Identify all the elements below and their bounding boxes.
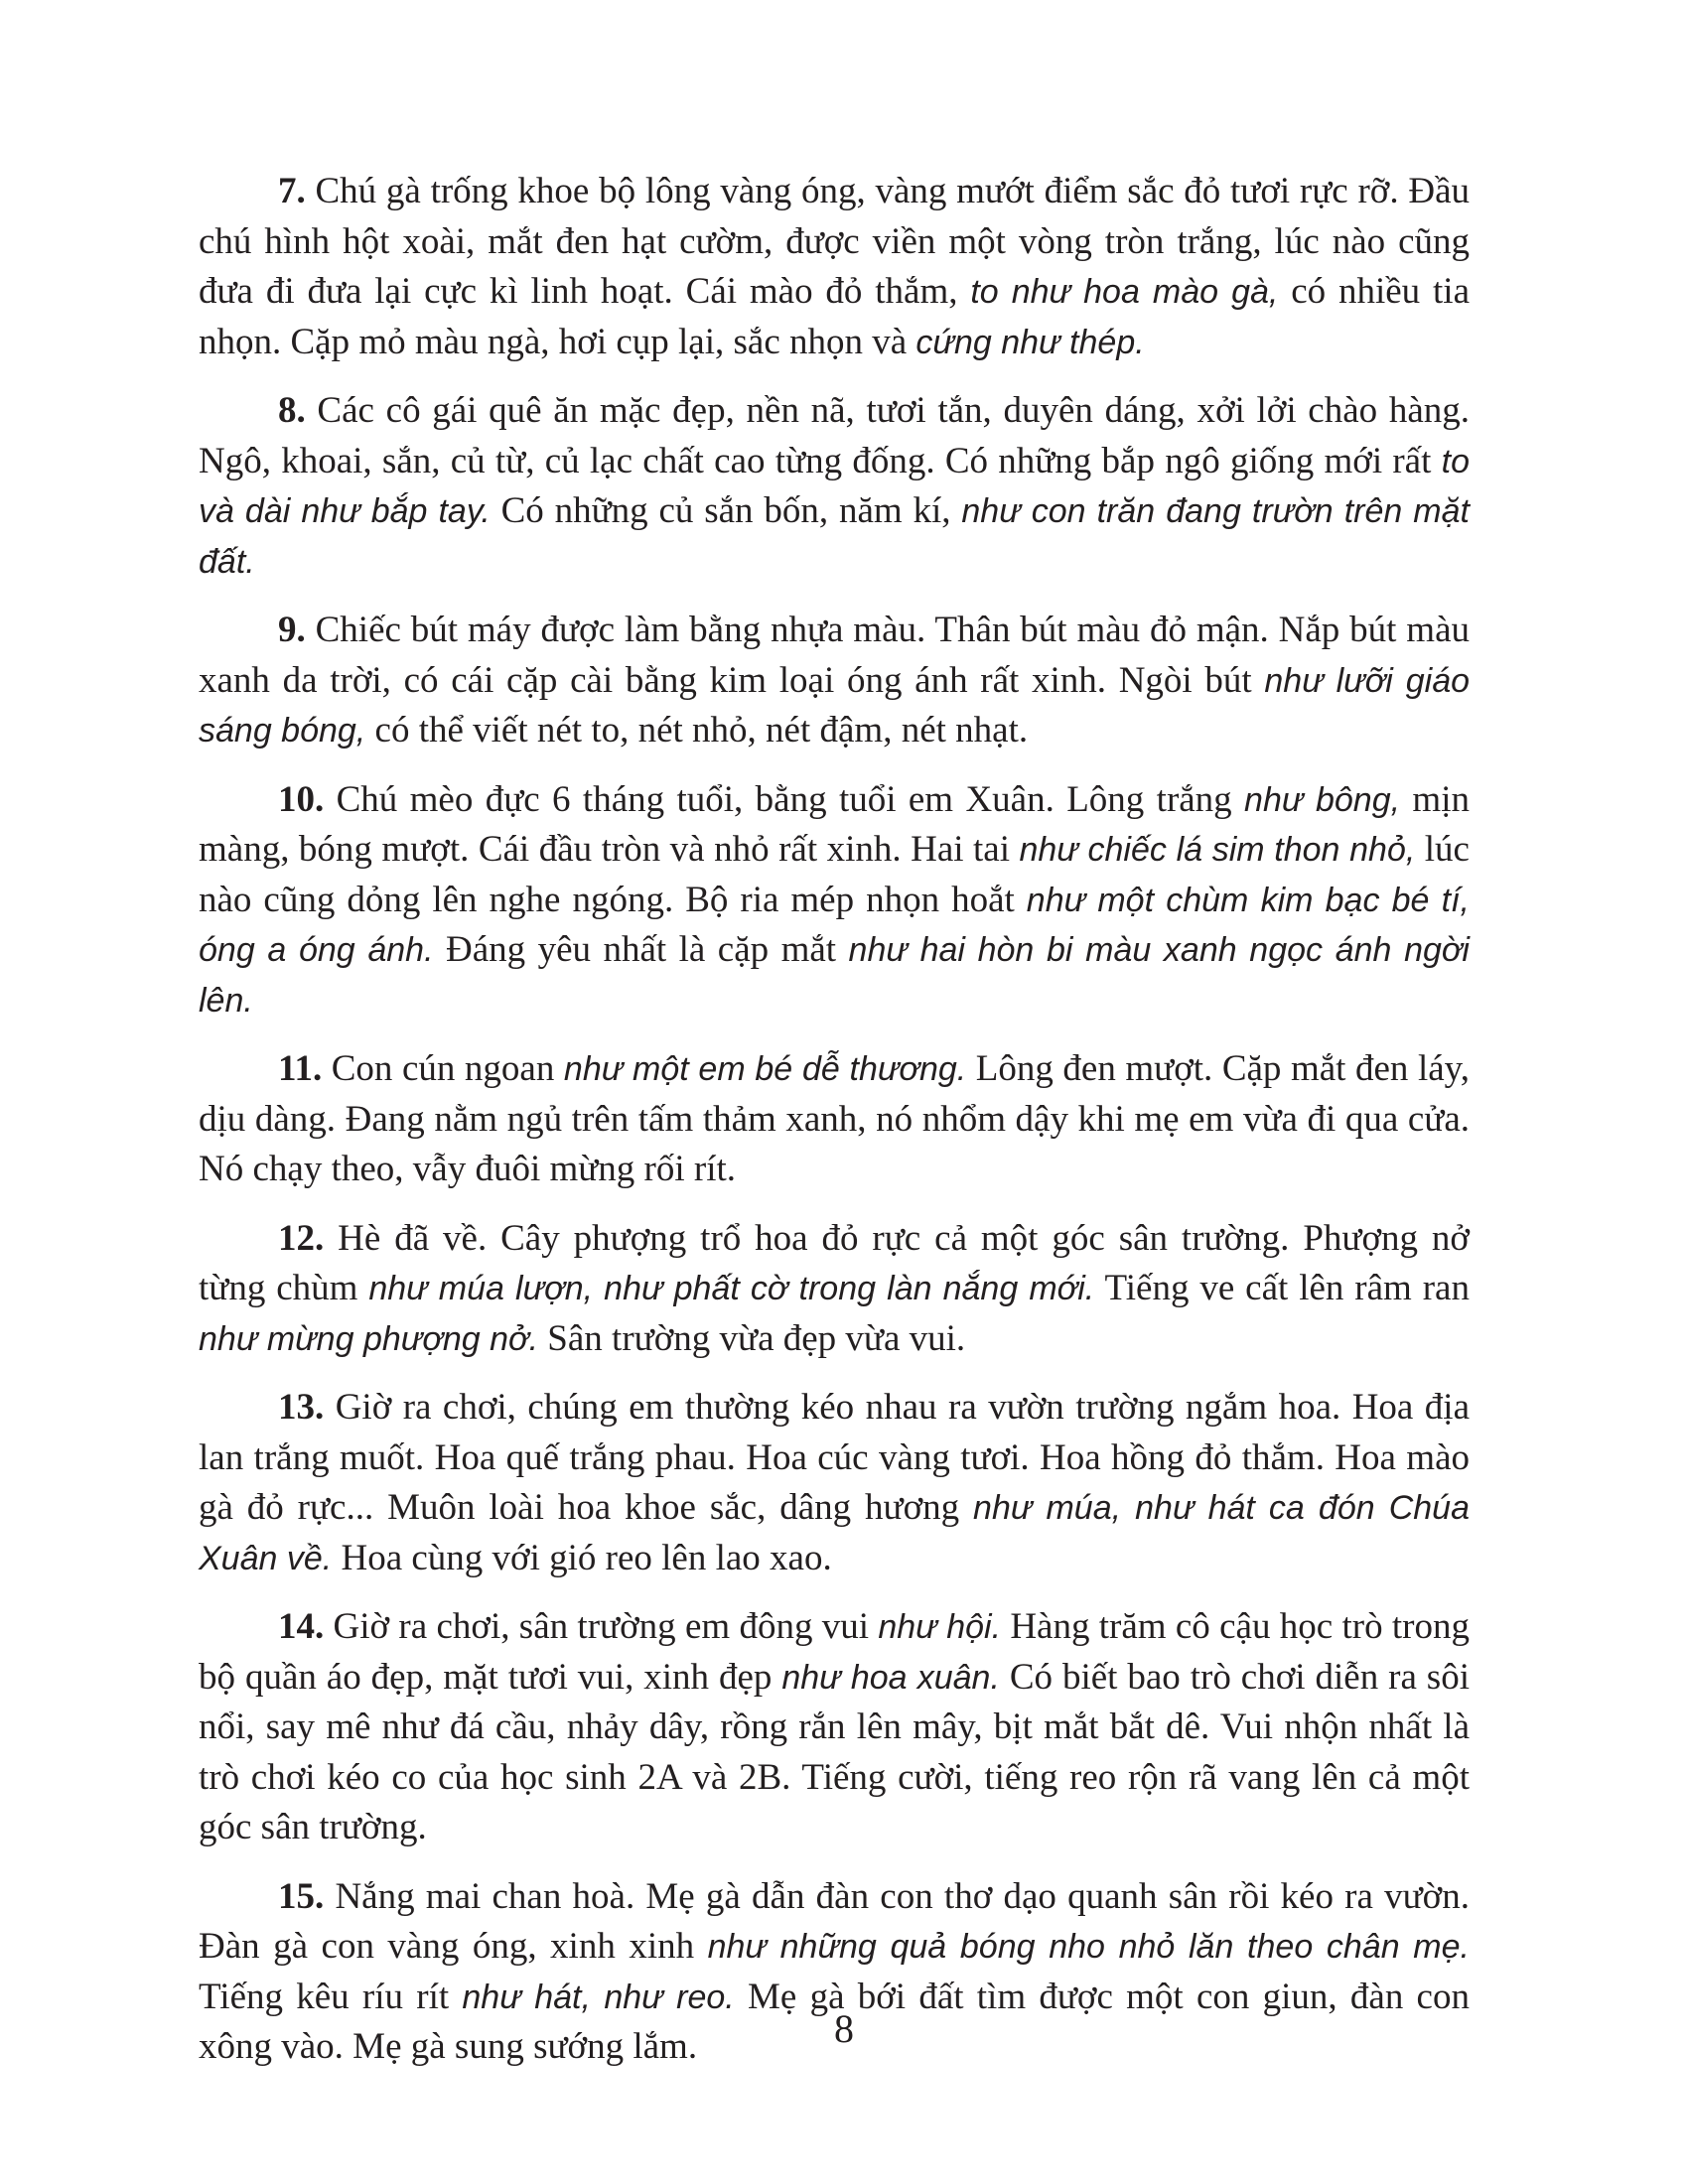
- comparison-phrase: như mừng phượng nở.: [199, 1319, 539, 1358]
- comparison-phrase: cứng như thép.: [915, 323, 1145, 361]
- comparison-phrase: như những quả bóng nho nhỏ lăn theo chân mẹ.: [707, 1928, 1470, 1966]
- paragraph-number: 13.: [278, 1387, 325, 1428]
- text-run: Tiếng ve cất lên râm ran: [1094, 1268, 1470, 1308]
- text-run: Chú mèo đực 6 tháng tuổi, bằng tuổi em Xuân. Lông trắng: [324, 778, 1245, 820]
- text-run: lúc nào cũng dỏng lên nghe ngóng. Bộ ria mép nhọn hoắt: [199, 829, 1470, 920]
- paragraph-number: 8.: [278, 390, 306, 431]
- paragraph: [199, 386, 1470, 587]
- paragraph: [199, 1383, 1470, 1583]
- text-run: có thể viết nét to, nét nhỏ, nét đậm, nét nhạt.: [365, 710, 1029, 751]
- comparison-phrase: như hát, như reo.: [462, 1978, 735, 2016]
- paragraph: [199, 167, 1470, 367]
- text-run: Chú gà trống khoe bộ lông vàng óng, vàng mướt điểm sắc đỏ tươi rực rỡ. Đầu chú hình hột xoài, mắt đen hạt cườm, được viền một vòng tròn trắng, lúc nào cũng đưa đi đưa lại cực kì linh hoạt. Cái mào đỏ thắm,: [199, 171, 1470, 312]
- text-run: Hoa cùng với gió reo lên lao xao.: [332, 1537, 832, 1578]
- text-run: Giờ ra chơi, chúng em thường kéo nhau ra vườn trường ngắm hoa. Hoa địa lan trắng muốt. Hoa quế trắng phau. Hoa cúc vàng tươi. Hoa hồng đỏ thắm. Hoa mào gà đỏ rực... Muôn loài hoa khoe sắc, dâng hương: [199, 1387, 1470, 1528]
- comparison-phrase: như con trăn đang trườn trên mặt đất.: [199, 492, 1470, 581]
- paragraph-number: 15.: [278, 1875, 325, 1917]
- comparison-phrase: như lưỡi giáo sáng bóng,: [199, 661, 1471, 750]
- comparison-phrase: như chiếc lá sim thon nhỏ,: [1019, 831, 1416, 869]
- comparison-phrase: như hội.: [878, 1608, 1002, 1646]
- comparison-phrase: như một em bé dễ thương.: [563, 1050, 967, 1088]
- text-run: có nhiều tia nhọn. Cặp mỏ màu ngà, hơi cụp lại, sắc nhọn và: [199, 271, 1470, 362]
- comparison-phrase: như hoa xuân.: [781, 1658, 1000, 1697]
- comparison-phrase: to như hoa mào gà,: [970, 273, 1279, 311]
- text-run: Mẹ gà bới đất tìm được một con giun, đàn con xông vào. Mẹ gà sung sướng lắm.: [199, 1976, 1470, 2067]
- text-run: Nắng mai chan hoà. Mẹ gà dẫn đàn con thơ dạo quanh sân rồi kéo ra vườn. Đàn gà con vàng óng, xinh xinh: [199, 1875, 1470, 1967]
- page-number: 8: [834, 2006, 854, 2051]
- paragraph: [199, 1214, 1470, 1365]
- comparison-phrase: như một chùm kim bạc bé tí, óng a óng ánh.: [199, 881, 1470, 969]
- text-run: Đáng yêu nhất là cặp mắt: [433, 929, 849, 970]
- paragraph: [199, 606, 1470, 756]
- text-run: mịn màng, bóng mượt. Cái đầu tròn và nhỏ rất xinh. Hai tai: [199, 778, 1470, 870]
- comparison-phrase: như múa lượn, như phất cờ trong làn nắng mới.: [368, 1270, 1095, 1307]
- comparison-phrase: to và dài như bắp tay.: [199, 442, 1470, 530]
- text-run: Tiếng kêu ríu rít: [199, 1976, 463, 2017]
- text-run: Hè đã về. Cây phượng trổ hoa đỏ rực cả một góc sân trường. Phượng nở từng chùm: [199, 1217, 1470, 1308]
- paragraph-number: 12.: [278, 1217, 325, 1259]
- comparison-phrase: như múa, như hát ca đón Chúa Xuân về.: [199, 1489, 1470, 1577]
- paragraph: [199, 1602, 1470, 1853]
- paragraph: [199, 775, 1470, 1026]
- comparison-phrase: như hai hòn bi màu xanh ngọc ánh ngời lên.: [199, 931, 1470, 1020]
- paragraph-number: 10.: [278, 778, 325, 820]
- paragraph-number: 7.: [278, 171, 306, 211]
- text-run: Giờ ra chơi, sân trường em đông vui: [324, 1606, 879, 1647]
- text-run: Có những củ sắn bốn, năm kí,: [490, 490, 962, 531]
- paragraph-number: 11.: [278, 1048, 323, 1089]
- text-run: Con cún ngoan: [322, 1048, 564, 1089]
- text-run: Lông đen mượt. Cặp mắt đen láy, dịu dàng. Đang nằm ngủ trên tấm thảm xanh, nó nhổm dậy khi mẹ em vừa đi qua cửa. Nó chạy theo, vẫy đuôi mừng rối rít.: [199, 1048, 1470, 1189]
- comparison-phrase: như bông,: [1244, 780, 1401, 819]
- paragraph-number: 14.: [278, 1606, 325, 1647]
- text-run: Có biết bao trò chơi diễn ra sôi nổi, say mê như đá cầu, nhảy dây, rồng rắn lên mây, bịt mắt bắt dê. Vui nhộn nhất là trò chơi kéo co của học sinh 2A và 2B. Tiếng cười, tiếng reo rộn rã vang lên cả một góc sân trường.: [199, 1656, 1470, 1847]
- text-run: Hàng trăm cô cậu học trò trong bộ quần áo đẹp, mặt tươi vui, xinh đẹp: [199, 1606, 1470, 1698]
- paragraph-number: 9.: [278, 610, 306, 650]
- text-body: [199, 167, 1470, 2092]
- text-run: Chiếc bút máy được làm bằng nhựa màu. Thân bút màu đỏ mận. Nắp bút màu xanh da trời, có cái cặp cài bằng kim loại óng ánh rất xinh. Ngòi bút: [199, 610, 1470, 701]
- text-run: Sân trường vừa đẹp vừa vui.: [538, 1317, 966, 1359]
- paragraph: [199, 1044, 1470, 1195]
- text-run: Các cô gái quê ăn mặc đẹp, nền nã, tươi tắn, duyên dáng, xởi lởi chào hàng. Ngô, khoai, sắn, củ từ, củ lạc chất cao từng đống. Có những bắp ngô giống mới rất: [199, 390, 1470, 481]
